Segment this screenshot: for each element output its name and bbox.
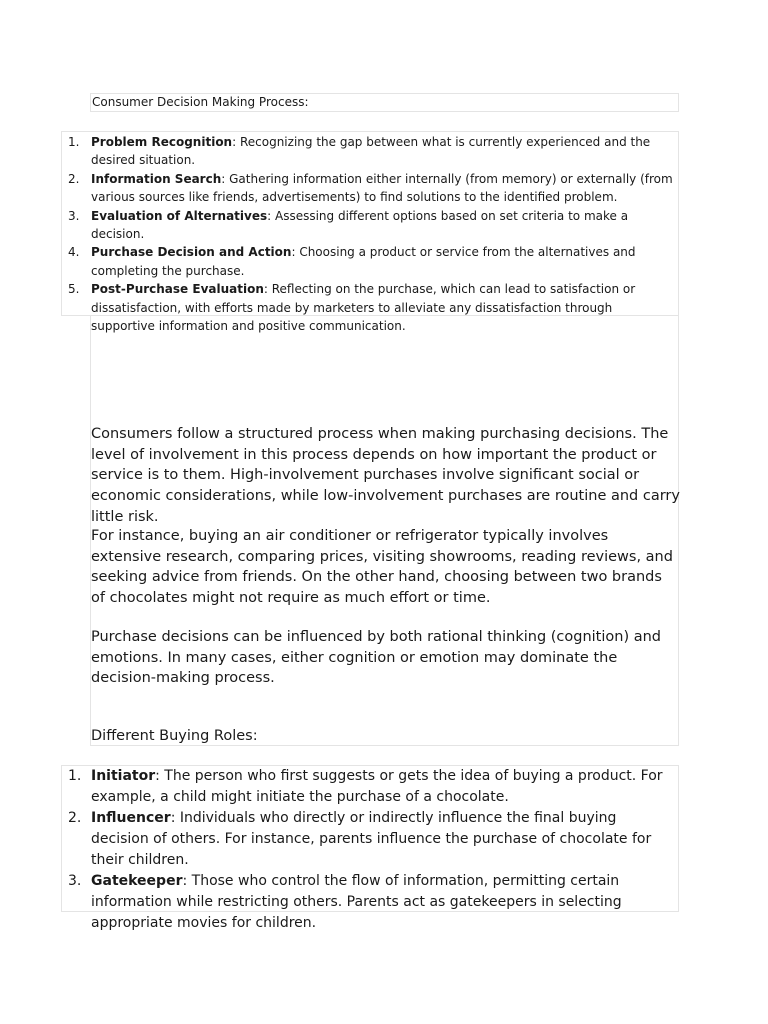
buying-roles-list: [61, 765, 679, 931]
decision-process-list: [61, 131, 679, 334]
list-item: [62, 170, 678, 207]
section-heading-buying-roles: Different Buying Roles:: [91, 728, 258, 744]
section-heading-decision-process: Consumer Decision Making Process:: [90, 93, 679, 112]
list-item: [62, 871, 678, 934]
body-text-box: [90, 315, 679, 746]
list-item-term: Influencer: [91, 810, 171, 826]
list-item-term: Problem Recognition: [91, 135, 233, 149]
list-item-term: Evaluation of Alternatives: [91, 208, 268, 223]
list-item-number: 2.: [68, 810, 82, 826]
list-item: [62, 243, 678, 280]
list-item-text: : Individuals who directly or indirectly influence the final buying decision of others. For instance, parents influence the purchase of chocolate for their children.: [91, 810, 652, 868]
paragraph-cognition-emotion: Purchase decisions can be influenced by both rational thinking (cognition) and emotions. In many cases, either cognition or emotion may dominate the decision-making process.: [91, 629, 662, 687]
list-item-term: Initiator: [91, 768, 156, 784]
list-item-term: Post-Purchase Evaluation: [91, 282, 264, 297]
list-item-text: : Recognizing the gap between what is currently experienced and the desired situation.: [91, 135, 651, 168]
list-item: [62, 766, 678, 808]
list-item-text: : The person who first suggests or gets the idea of buying a product. For example, a child might initiate the purchase of a chocolate.: [91, 768, 663, 805]
list-item: [62, 207, 678, 244]
list-item-number: 5.: [68, 282, 80, 297]
list-item: [62, 808, 678, 871]
list-item-text: : Choosing a product or service from the alternatives and completing the purchase.: [91, 245, 636, 278]
paragraph-involvement: Consumers follow a structured process when making purchasing decisions. The level of involvement in this process depends on how important the product or service is to them. High-involvement purchases involve significant social or economic considerations, while low-involvement purchases are routine and carry little risk.: [91, 426, 680, 525]
list-item-number: 3.: [68, 873, 82, 889]
list-item-text: : Reflecting on the purchase, which can lead to satisfaction or dissatisfaction, with efforts made by marketers to alleviate any dissatisfaction through supportive information and positive communication.: [91, 282, 636, 334]
list-item-number: 4.: [68, 245, 80, 260]
list-item-term: Gatekeeper: [91, 873, 183, 889]
list-item: [62, 133, 678, 170]
list-item-number: 3.: [68, 208, 80, 223]
list-item-term: Information Search: [91, 171, 222, 186]
paragraph-example: For instance, buying an air conditioner or refrigerator typically involves extensive research, comparing prices, visiting showrooms, reading reviews, and seeking advice from friends. On the other hand, choosing between two brands of chocolates might not require as much effort or time.: [91, 528, 673, 607]
list-item-term: Purchase Decision and Action: [91, 245, 292, 260]
list-item-number: 1.: [68, 135, 80, 149]
list-item-number: 2.: [68, 171, 80, 186]
list-item-text: : Gathering information either internally (from memory) or externally (from various sources like friends, advertisements) to find solutions to the identified problem.: [91, 171, 673, 205]
list-item-text: : Assessing different options based on set criteria to make a decision.: [91, 208, 629, 242]
list-item-text: : Those who control the flow of information, permitting certain information while restricting others. Parents act as gatekeepers in selecting appropriate movies for children.: [91, 873, 622, 931]
list-item-number: 1.: [68, 768, 82, 784]
